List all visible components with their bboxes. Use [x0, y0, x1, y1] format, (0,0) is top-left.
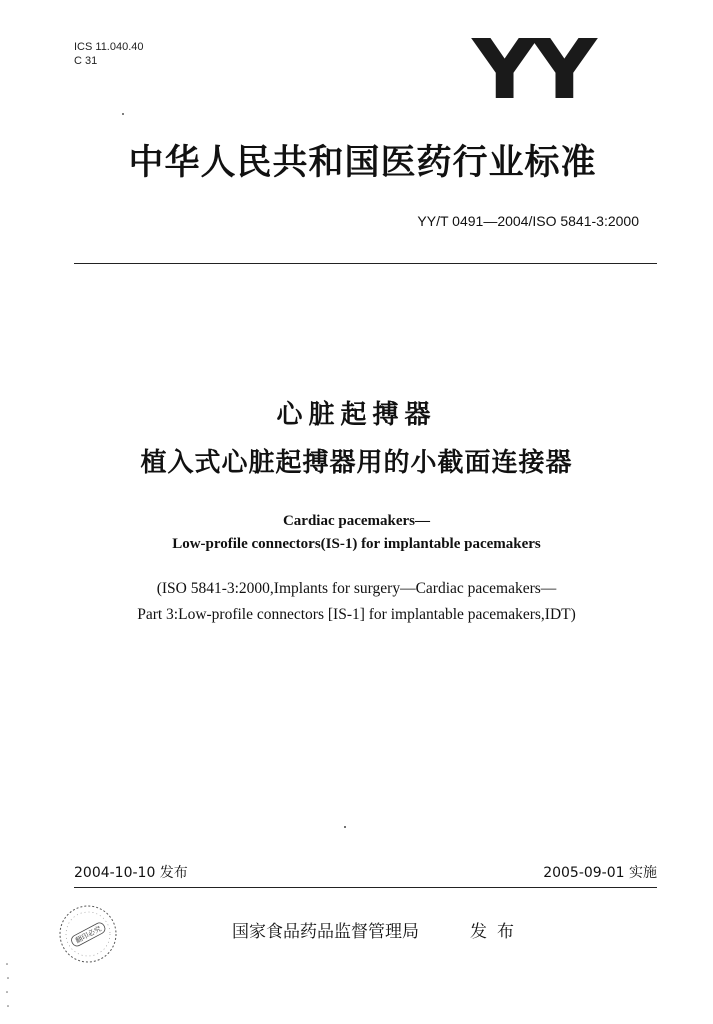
standard-category-title: 中华人民共和国医药行业标准: [128, 143, 597, 183]
title-en-line1: Cardiac pacemakers—: [282, 513, 431, 529]
yy-logo: YY: [472, 23, 592, 118]
top-divider: [74, 263, 657, 264]
title-cn-line1: 心脏起搏器: [276, 400, 437, 430]
bottom-divider: [74, 887, 657, 888]
publisher-name: 国家食品药品监督管理局: [232, 922, 419, 942]
scan-edge-marks: [4, 960, 12, 1024]
ics-code: ICS 11.040.40: [74, 41, 144, 53]
iso-reference-line1: (ISO 5841-3:2000,Implants for surgery—Cardiac pacemakers—: [156, 580, 557, 597]
classification-codes: [74, 40, 144, 68]
anti-counterfeit-stamp: [56, 902, 120, 970]
publish-verb: 发布: [470, 922, 524, 942]
speck-mark: [122, 113, 124, 115]
standard-number: YY/T 0491—2004/ISO 5841-3:2000: [417, 213, 639, 229]
title-en-line2: Low-profile connectors(IS-1) for implantable pacemakers: [172, 536, 541, 552]
iso-reference-line2: Part 3:Low-profile connectors [IS-1] for implantable pacemakers,IDT): [137, 606, 576, 623]
speck-mark: [344, 826, 346, 828]
implement-date: 2005-09-01 实施: [543, 865, 657, 881]
ccs-code: C 31: [74, 55, 98, 67]
issue-date: 2004-10-10 发布: [74, 865, 188, 881]
title-cn-line2: 植入式心脏起搏器用的小截面连接器: [140, 448, 573, 478]
stamp-text: 翻印必究: [74, 924, 103, 945]
